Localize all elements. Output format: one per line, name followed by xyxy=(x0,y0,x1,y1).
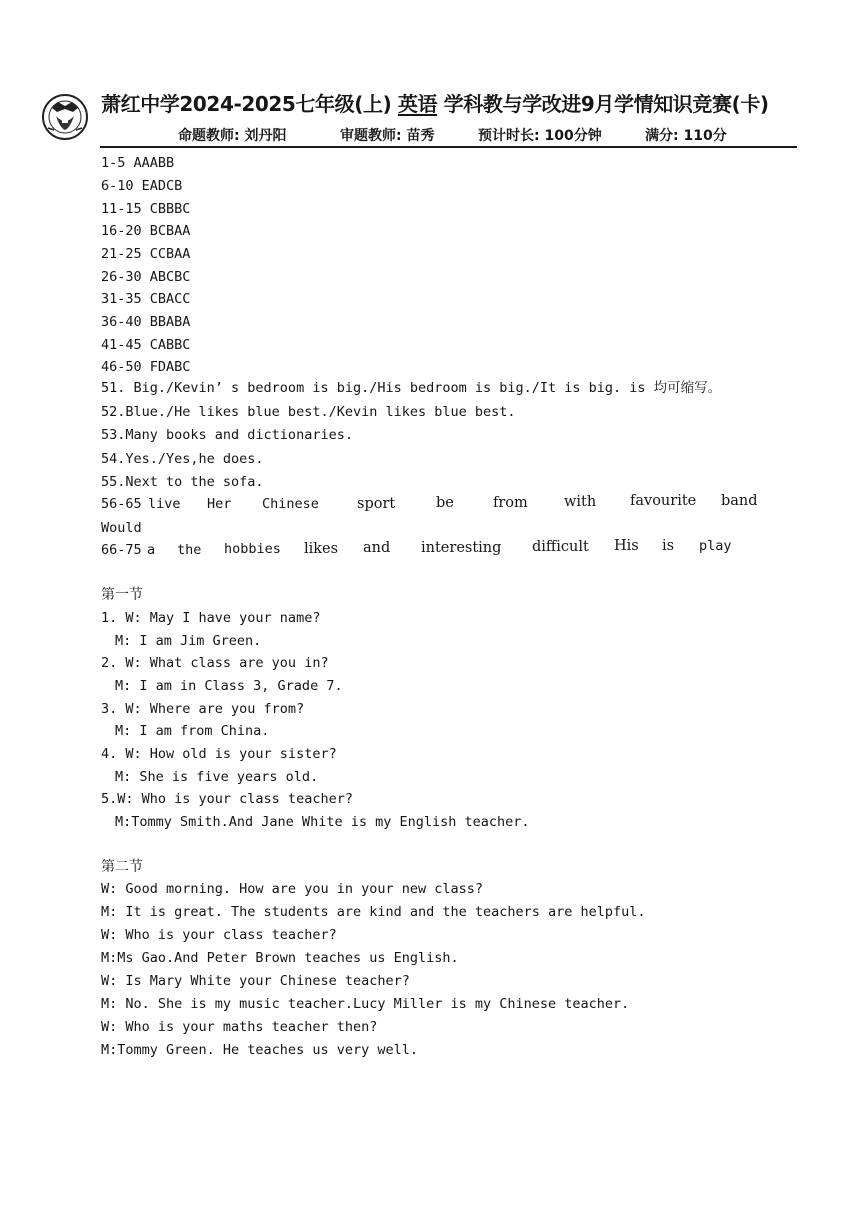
answer-line: 11-15 CBBBC xyxy=(101,201,191,217)
fill-word: the xyxy=(177,542,202,558)
answer-line: 1-5 AAABB xyxy=(101,155,175,171)
fill-56-65-label: 56-65 xyxy=(101,496,142,512)
fill-word: Chinese xyxy=(262,496,319,512)
fill-word: be xyxy=(436,495,454,511)
answer-line: 41-45 CABBC xyxy=(101,337,191,353)
fill-word: Her xyxy=(207,496,232,512)
dialogue-line: M: I am Jim Green. xyxy=(115,633,262,649)
answer-line: 55.Next to the sofa. xyxy=(101,474,264,490)
dialogue-line: W: Who is your maths teacher then? xyxy=(101,1019,378,1035)
dialogue-line: M: She is five years old. xyxy=(115,769,319,785)
header-divider xyxy=(100,146,797,148)
dialogue-line: 5.W: Who is your class teacher? xyxy=(101,791,353,807)
fill-word: from xyxy=(493,495,528,511)
section-heading: 第一节 xyxy=(101,587,143,603)
answer-line: 16-20 BCBAA xyxy=(101,223,191,239)
dialogue-line: M: I am from China. xyxy=(115,723,270,739)
fill-word: live xyxy=(148,496,181,512)
answer-line: 54.Yes./Yes,he does. xyxy=(101,451,264,467)
fill-word: play xyxy=(699,538,732,554)
answer-line: 6-10 EADCB xyxy=(101,178,183,194)
fill-word: Would xyxy=(101,520,142,536)
fill-66-75-label: 66-75 xyxy=(101,542,142,558)
dialogue-line: M:Tommy Smith.And Jane White is my English teacher. xyxy=(115,814,530,830)
title-school: 萧红中学2024-2025七年级(上) xyxy=(101,92,392,116)
dialogue-line: M: I am in Class 3, Grade 7. xyxy=(115,678,343,694)
dialogue-line: M:Tommy Green. He teaches us very well. xyxy=(101,1042,418,1058)
dialogue-line: M: No. She is my music teacher.Lucy Miller is my Chinese teacher. xyxy=(101,996,630,1012)
answer-line: 52.Blue./He likes blue best./Kevin likes blue best. xyxy=(101,404,516,420)
title-subject: 英语 xyxy=(397,92,438,116)
answer-line: 46-50 FDABC xyxy=(101,359,191,375)
dialogue-line: W: Good morning. How are you in your new class? xyxy=(101,881,484,897)
page-title xyxy=(101,88,861,117)
dialogue-line: W: Is Mary White your Chinese teacher? xyxy=(101,973,410,989)
fill-word: sport xyxy=(357,496,396,512)
fill-word: a xyxy=(147,542,156,558)
setter-teacher: 命题教师: 刘丹阳 xyxy=(178,128,287,144)
section-heading: 第二节 xyxy=(101,859,143,875)
answer-line: 21-25 CCBAA xyxy=(101,246,191,262)
dialogue-line: M: It is great. The students are kind and the teachers are helpful. xyxy=(101,904,646,920)
dialogue-line: 3. W: Where are you from? xyxy=(101,701,305,717)
fill-word: hobbies xyxy=(224,541,281,557)
school-seal-icon xyxy=(40,92,90,142)
fill-word: and xyxy=(363,540,391,556)
answer-line: 36-40 BBABA xyxy=(101,314,191,330)
dialogue-line: M:Ms Gao.And Peter Brown teaches us English. xyxy=(101,950,459,966)
fill-word: with xyxy=(564,494,597,510)
title-rest: 学科教与学改进9月学情知识竞赛(卡) xyxy=(443,92,769,116)
fill-word: band xyxy=(721,493,758,509)
fill-word: His xyxy=(614,538,639,554)
answer-line: 26-30 ABCBC xyxy=(101,269,191,285)
dialogue-line: 2. W: What class are you in? xyxy=(101,655,329,671)
answer-line: 51. Big./Kevin’ s bedroom is big./His bedroom is big./It is big. is 均可缩写。 xyxy=(101,380,722,396)
reviewer-teacher: 审题教师: 苗秀 xyxy=(340,128,435,144)
fill-word: interesting xyxy=(421,540,502,556)
fill-word: is xyxy=(662,538,675,554)
answer-line: 53.Many books and dictionaries. xyxy=(101,427,353,443)
fill-word: difficult xyxy=(532,539,589,555)
dialogue-line: 4. W: How old is your sister? xyxy=(101,746,337,762)
fill-word: likes xyxy=(304,541,339,557)
answer-line: 31-35 CBACC xyxy=(101,291,191,307)
fill-word: favourite xyxy=(630,493,697,509)
dialogue-line: 1. W: May I have your name? xyxy=(101,610,321,626)
estimated-duration: 预计时长: 100分钟 xyxy=(478,128,602,144)
dialogue-line: W: Who is your class teacher? xyxy=(101,927,337,943)
full-score: 满分: 110分 xyxy=(645,128,727,144)
